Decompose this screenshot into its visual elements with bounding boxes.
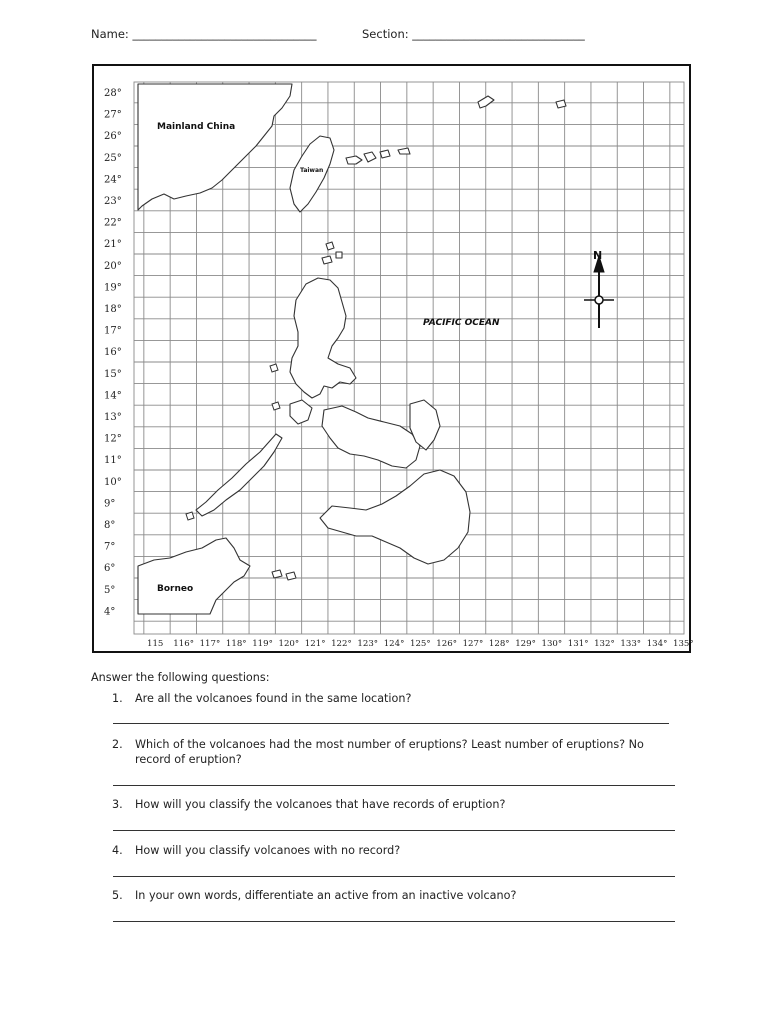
question-number: 2. [112,738,123,751]
question-number: 4. [112,844,123,857]
latitude-label: 20° [104,260,122,272]
longitude-label: 125° [410,639,431,649]
longitude-label: 116° [173,639,195,649]
taiwan-label: Taiwan [300,167,324,174]
longitude-label: 134° [646,639,668,649]
question-text: In your own words, differentiate an active from an inactive volcano? [135,889,517,902]
latitude-label: 11° [104,455,122,467]
answer-line-5[interactable] [113,921,675,922]
north-arrow-icon [584,256,614,328]
question-text: How will you classify the volcanoes that have records of eruption? [135,798,506,811]
palawan-shape [196,434,282,516]
latitude-label: 5° [104,584,116,596]
borneo-label: Borneo [157,584,194,594]
longitude-label: 123° [357,639,379,649]
latitude-label: 17° [104,325,122,337]
question-text: How will you classify volcanoes with no record? [135,844,401,857]
longitude-label: 121° [304,639,326,649]
ryukyu-islands-shape [346,148,410,164]
longitude-label: 131° [567,639,589,649]
lon-labels [147,639,694,649]
answer-line-3[interactable] [113,830,675,831]
latitude-label: 26° [104,131,122,143]
longitude-label: 130° [541,639,563,649]
latitude-label: 7° [104,541,116,553]
longitude-label: 126° [436,639,458,649]
borneo-shape [138,538,250,614]
longitude-label: 115 [147,639,164,649]
longitude-label: 120° [278,639,300,649]
latitude-label: 16° [104,347,122,359]
latitude-label: 9° [104,498,116,510]
latitude-label: 6° [104,563,116,575]
question-text: Are all the volcanoes found in the same location? [135,692,412,705]
latitude-label: 18° [104,304,122,315]
name-field[interactable]: Name: ________________________________ [91,27,317,41]
taiwan-shape [290,136,334,212]
visayas-shape [322,406,420,468]
latitude-label: 23° [104,196,122,207]
latitude-label: 19° [104,282,122,294]
longitude-label: 118° [225,639,247,649]
latitude-label: 21° [104,239,122,251]
latitude-label: 25° [104,152,122,164]
answer-line-2[interactable] [113,785,675,786]
island-shape [270,364,278,372]
north-label: N [593,249,603,262]
latitude-label: 27° [104,109,122,121]
mindoro-shape [290,400,312,424]
longitude-label: 122° [331,639,352,649]
luzon-shape [290,278,356,398]
longitude-label: 128° [488,639,510,649]
latitude-label: 13° [104,412,122,423]
worksheet-header [0,27,768,45]
philippines-grid-map [92,64,694,653]
section-field[interactable]: Section: ______________________________ [362,27,585,41]
longitude-label: 135° [673,639,694,649]
latitude-label: 14° [104,390,122,402]
longitude-label: 124° [383,639,405,649]
mindanao-shape [320,470,470,564]
question-text: Which of the volcanoes had the most number of eruptions? Least number of eruptions? No record of eruption? [135,738,644,766]
latitude-label: 28° [104,88,122,99]
longitude-label: 117° [199,639,221,649]
latitude-label: 8° [104,520,116,531]
mainland-china-shape [138,84,292,210]
latitude-label: 22° [104,217,122,229]
longitude-label: 127° [462,639,484,649]
latitude-label: 10° [104,476,122,488]
longitude-label: 132° [594,639,615,649]
island-shape [478,96,494,108]
latitude-label: 12° [104,433,122,445]
question-number: 3. [112,798,123,811]
answer-line-4[interactable] [113,876,675,877]
longitude-label: 119° [252,639,273,649]
island-shape [556,100,566,108]
longitude-label: 133° [620,639,642,649]
island-shape [322,242,342,264]
pacific-ocean-label: PACIFIC OCEAN [423,318,500,328]
china-label: Mainland China [157,122,236,132]
answer-line-1[interactable] [113,723,669,724]
island-shape [272,402,280,410]
questions-intro: Answer the following questions: [91,671,270,684]
latitude-label: 15° [104,368,122,380]
question-number: 1. [112,692,123,705]
latitude-label: 24° [104,174,122,186]
island-shape [186,512,194,520]
lat-labels [104,88,122,617]
question-number: 5. [112,889,123,902]
latitude-label: 4° [104,606,116,618]
longitude-label: 129° [515,639,536,649]
